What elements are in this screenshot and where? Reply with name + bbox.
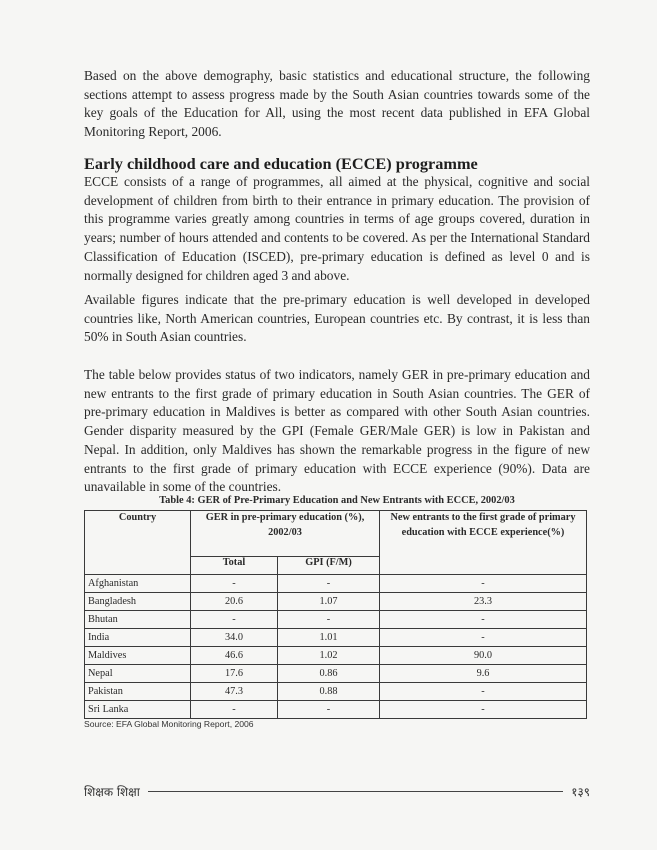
cell-gpi: 1.01 (278, 629, 380, 647)
table-row (85, 629, 587, 647)
paragraph-ecce-definition: ECCE consists of a range of programmes, all aimed at the physical, cognitive and social development of children from birth to their entrance in primary education. The provision of this programme varies greatly among countries in terms of age groups covered, duration in years; number of hours attended and contents to be covered. As per the International Standard Classification of Education (ISCED), pre-primary education is defined as level 0 and is normally designed for children aged 3 and above. (84, 174, 590, 283)
cell-total: - (191, 575, 278, 593)
cell-country: Sri Lanka (85, 701, 191, 719)
cell-total: 20.6 (191, 593, 278, 611)
cell-country: Bangladesh (85, 593, 191, 611)
cell-total: 47.3 (191, 683, 278, 701)
cell-total: 46.6 (191, 647, 278, 665)
cell-country: Pakistan (85, 683, 191, 701)
footer-rule (148, 791, 563, 792)
table-row (85, 575, 587, 593)
paragraph-intro: Based on the above demography, basic statistics and educational structure, the following sections attempt to assess progress made by the South Asian countries towards some of the key goals of the Education for All, using the most recent data published in EFA Global Monitoring Report, 2006. (84, 68, 590, 140)
section-heading: Early childhood care and education (ECCE) programme (84, 154, 478, 173)
page-number: १३९ (571, 784, 590, 799)
table-row (85, 683, 587, 701)
cell-total: 17.6 (191, 665, 278, 683)
cell-total: - (191, 611, 278, 629)
cell-total: 34.0 (191, 629, 278, 647)
cell-new-entrants: - (380, 683, 587, 701)
table-row (85, 701, 587, 719)
cell-gpi: - (278, 575, 380, 593)
cell-country: Bhutan (85, 611, 191, 629)
cell-new-entrants: - (380, 629, 587, 647)
cell-new-entrants: - (380, 611, 587, 629)
header-gpi: GPI (F/M) (278, 557, 380, 575)
cell-new-entrants: - (380, 575, 587, 593)
journal-name: शिक्षक शिक्षा (84, 784, 140, 799)
header-ger-group: GER in pre-primary education (%), 2002/03 (191, 511, 380, 557)
header-country: Country (85, 511, 191, 575)
table-header-row (85, 511, 587, 557)
cell-total: - (191, 701, 278, 719)
table-caption: Table 4: GER of Pre-Primary Education and New Entrants with ECCE, 2002/03 (159, 495, 515, 506)
cell-country: India (85, 629, 191, 647)
header-total: Total (191, 557, 278, 575)
cell-gpi: 1.07 (278, 593, 380, 611)
cell-new-entrants: 90.0 (380, 647, 587, 665)
cell-gpi: 1.02 (278, 647, 380, 665)
cell-country: Nepal (85, 665, 191, 683)
ger-table (84, 510, 587, 719)
cell-new-entrants: - (380, 701, 587, 719)
page-footer (84, 783, 590, 799)
paragraph-table-intro: The table below provides status of two indicators, namely GER in pre-primary education and new entrants to the first grade of primary education in South Asian countries. The GER of pre-primary education in Maldives is better as compared with other South Asian countries. Gender disparity measured by the GPI (Female GER/Male GER) is low in Pakistan and Nepal. In addition, only Maldives has shown the remarkable progress in the figure of new entrants to the first grade of primary education with ECCE experience (90%). Data are unavailable in some of the countries. (84, 367, 590, 495)
table-row (85, 647, 587, 665)
cell-gpi: 0.88 (278, 683, 380, 701)
table-row (85, 665, 587, 683)
cell-gpi: - (278, 701, 380, 719)
table-row (85, 611, 587, 629)
cell-gpi: - (278, 611, 380, 629)
cell-country: Maldives (85, 647, 191, 665)
table-row (85, 593, 587, 611)
paragraph-available-figures: Available figures indicate that the pre-primary education is well developed in developed countries like, North American countries, European countries etc. By contrast, it is less than 50% in South Asian countries. (84, 292, 590, 345)
cell-gpi: 0.86 (278, 665, 380, 683)
table-source-note: Source: EFA Global Monitoring Report, 2006 (84, 719, 254, 729)
header-new-entrants: New entrants to the first grade of primary education with ECCE experience(%) (380, 511, 587, 575)
cell-new-entrants: 23.3 (380, 593, 587, 611)
cell-country: Afghanistan (85, 575, 191, 593)
cell-new-entrants: 9.6 (380, 665, 587, 683)
